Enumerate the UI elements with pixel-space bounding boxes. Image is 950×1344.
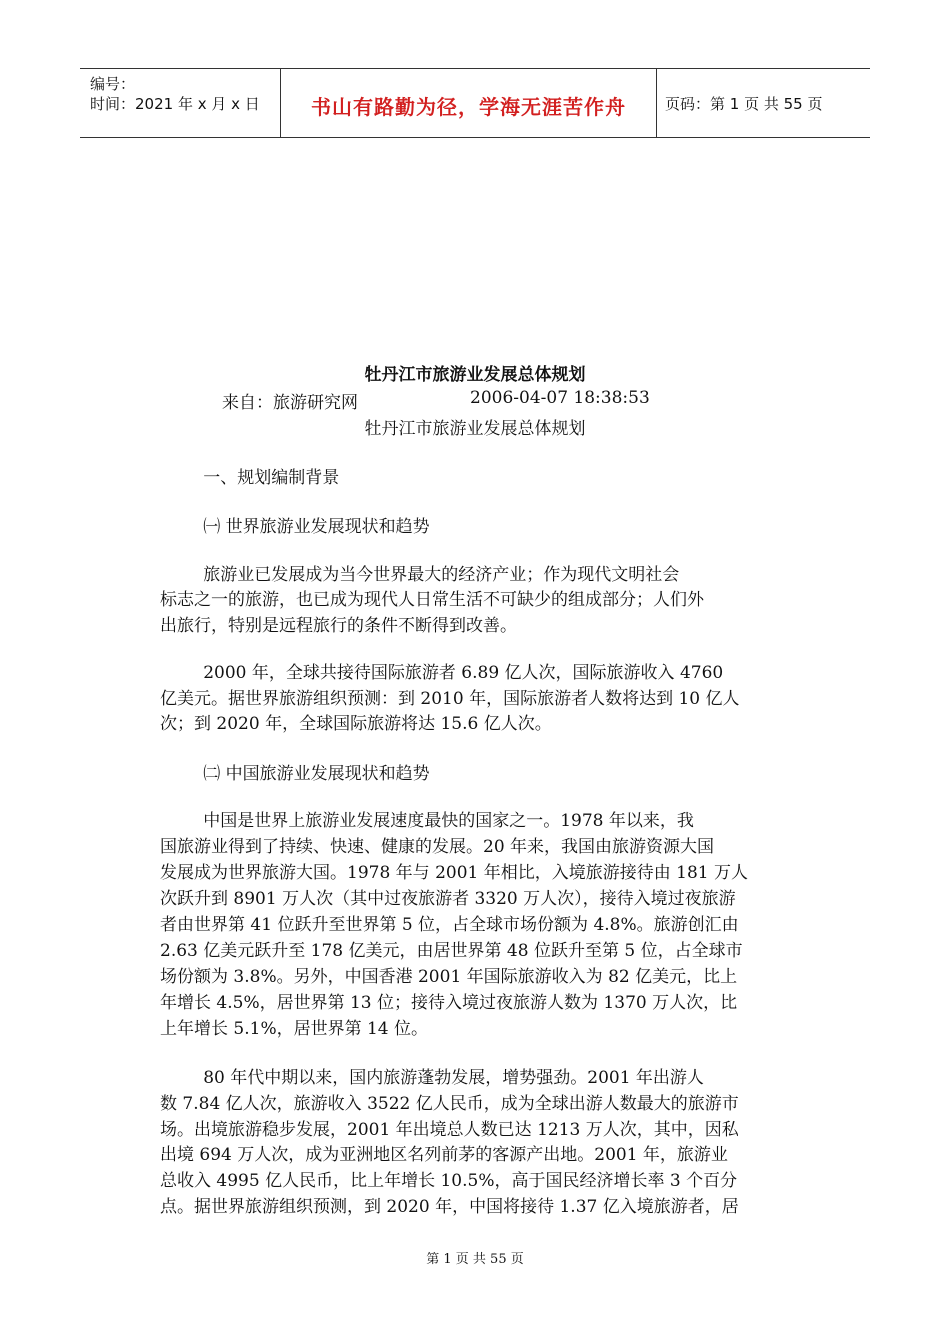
paragraph-line: 次；到 2020 年，全球国际旅游将达 15.6 亿人次。 — [160, 714, 552, 734]
publish-datetime: 2006-04-07 18:38:53 — [470, 388, 650, 408]
paragraph-line: 亿美元。据世界旅游组织预测：到 2010 年，国际旅游者人数将达到 10 亿人 — [160, 689, 740, 709]
paragraph-line: 80 年代中期以来，国内旅游蓬勃发展，增势强劲。2001 年出游人 — [160, 1068, 704, 1088]
paragraph-line: 者由世界第 41 位跃升至世界第 5 位，占全球市场份额为 4.8%。旅游创汇由 — [160, 915, 739, 935]
paragraph-line: 次跃升到 8901 万人次（其中过夜旅游者 3320 万人次），接待入境过夜旅游 — [160, 889, 736, 909]
paragraph-line: 年增长 4.5%，居世界第 13 位；接待入境过夜旅游人数为 1370 万人次，比 — [160, 993, 738, 1013]
source-label: 来自：旅游研究网 — [222, 393, 358, 413]
paragraph-line: 2.63 亿美元跃升至 178 亿美元，由居世界第 48 位跃升至第 5 位，占全球市 — [160, 941, 743, 961]
document-subtitle: 牡丹江市旅游业发展总体规划 — [364, 419, 586, 439]
header-page-cell — [657, 69, 870, 137]
header-motto-cell — [281, 69, 657, 137]
document-header — [80, 68, 870, 138]
paragraph-line: 国旅游业得到了持续、快速、健康的发展。20 年来，我国由旅游资源大国 — [160, 837, 715, 857]
number-label: 编号： — [90, 75, 136, 93]
paragraph-line: 点。据世界旅游组织预测，到 2020 年，中国将接待 1.37 亿入境旅游者，居 — [160, 1197, 739, 1217]
paragraph-line: 总收入 4995 亿人民币，比上年增长 10.5%，高于国民经济增长率 3 个百分 — [160, 1171, 738, 1191]
paragraph-line: 场份额为 3.8%。另外，中国香港 2001 年国际旅游收入为 82 亿美元，比上 — [160, 967, 738, 987]
page-info: 页码：第 1 页 共 55 页 — [665, 95, 823, 113]
page-footer: 第 1 页 共 55 页 — [426, 1252, 524, 1267]
paragraph-line: 出境 694 万人次，成为亚洲地区名列前茅的客源产出地。2001 年，旅游业 — [160, 1145, 728, 1165]
paragraph-line: 发展成为世界旅游大国。1978 年与 2001 年相比，入境旅游接待由 181 万人 — [160, 863, 748, 883]
document-title: 牡丹江市旅游业发展总体规划 — [364, 365, 586, 385]
section-heading: 一、规划编制背景 — [160, 468, 340, 488]
date-label: 时间：2021 年 x 月 x 日 — [90, 95, 260, 113]
paragraph-line: 数 7.84 亿人次，旅游收入 3522 亿人民币，成为全球出游人数最大的旅游市 — [160, 1094, 739, 1114]
subsection-heading: ㈡ 中国旅游业发展现状和趋势 — [160, 764, 430, 784]
paragraph-line: 标志之一的旅游，也已成为现代人日常生活不可缺少的组成部分；人们外 — [160, 590, 704, 610]
motto: 书山有路勤为径，学海无涯苦作舟 — [311, 95, 626, 119]
paragraph-line: 2000 年，全球共接待国际旅游者 6.89 亿人次，国际旅游收入 4760 — [160, 663, 724, 683]
paragraph-line: 出旅行，特别是远程旅行的条件不断得到改善。 — [160, 616, 517, 636]
paragraph-line: 旅游业已发展成为当今世界最大的经济产业；作为现代文明社会 — [160, 565, 680, 585]
paragraph-line: 场。出境旅游稳步发展，2001 年出境总人数已达 1213 万人次，其中，因私 — [160, 1120, 739, 1140]
header-meta-cell — [80, 69, 281, 137]
paragraph-line: 上年增长 5.1%，居世界第 14 位。 — [160, 1019, 429, 1039]
paragraph-line: 中国是世界上旅游业发展速度最快的国家之一。1978 年以来，我 — [160, 811, 694, 831]
subsection-heading: ㈠ 世界旅游业发展现状和趋势 — [160, 517, 430, 537]
